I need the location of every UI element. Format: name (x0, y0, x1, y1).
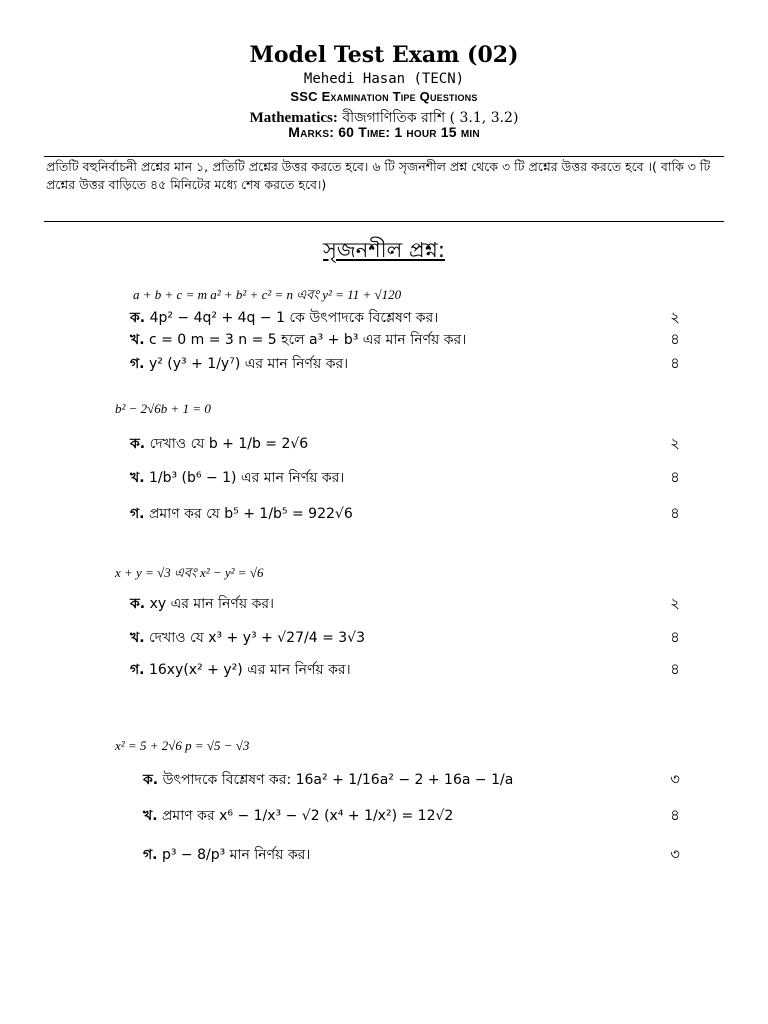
author-line: Mehedi Hasan (TECN) (303, 71, 465, 87)
q3-mark-ga: ৪ (670, 660, 680, 678)
q4-mark-kha: ৪ (670, 806, 680, 824)
q4-mark-ga: ৩ (670, 845, 680, 863)
q1-part-kha: খ. c = 0 m = 3 n = 5 হলে a³ + b³ এর মান নির্ণয় কর। (130, 332, 467, 348)
q1-part-ka: ক. 4p² − 4q² + 4q − 1 কে উৎপাদকে বিশ্লেষণ কর। (130, 310, 439, 326)
q2-part-kha: খ. 1/b³ (b⁶ − 1) এর মান নির্ণয় কর। (130, 470, 345, 486)
q1-mark-ka: ২ (670, 308, 680, 326)
marks-time: Marks: 60 Time: 1 hour 15 min (288, 124, 480, 140)
q3-mark-kha: ৪ (670, 628, 680, 646)
q2-mark-ka: ২ (670, 434, 680, 452)
q2-part-ka: ক. দেখাও যে b + 1/b = 2√6 (130, 436, 309, 452)
q3-stem: x + y = √3 এবং x² − y² = √6 (115, 565, 264, 580)
q4-part-ka: ক. উৎপাদকে বিশ্লেষণ কর: 16a² + 1/16a² − 2 + 16a − 1/a (143, 772, 514, 788)
q2-mark-kha: ৪ (670, 468, 680, 486)
q2-part-ga: গ. প্রমাণ কর যে b⁵ + 1/b⁵ = 922√6 (130, 506, 353, 522)
q4-mark-ka: ৩ (670, 770, 680, 788)
subject-topic: বীজগাণিতিক রাশি ( 3.1, 3.2) (342, 110, 519, 126)
q3-part-ga: গ. 16xy(x² + y²) এর মান নির্ণয় কর। (130, 662, 351, 678)
q2-mark-ga: ৪ (670, 504, 680, 522)
q3-part-ka: ক. xy এর মান নির্ণয় কর। (130, 596, 275, 612)
subject-label: Mathematics: (249, 110, 338, 126)
q1-mark-kha: ৪ (670, 330, 680, 348)
top-divider (44, 156, 724, 157)
q4-stem: x² = 5 + 2√6 p = √5 − √3 (115, 738, 250, 753)
section-title: সৃজনশীল প্রশ্ন: (323, 238, 445, 262)
bottom-divider (44, 221, 724, 222)
q3-part-kha: খ. দেখাও যে x³ + y³ + √27/4 = 3√3 (130, 630, 365, 646)
q1-mark-ga: ৪ (670, 354, 680, 372)
q4-part-ga: গ. p³ − 8/p³ মান নির্ণয় কর। (143, 847, 311, 863)
q4-part-kha: খ. প্রমাণ কর x⁶ − 1/x³ − √2 (x⁴ + 1/x²) = 12√2 (143, 808, 454, 824)
instructions: প্রতিটি বহুনির্বাচনী প্রশ্নের মান ১, প্রতিটি প্রশ্নের উত্তর করতে হবে। ৬ টি সৃজনশীল প্রশ্ন থেকে ৩ টি প্রশ্নের উত্তর করতে হবে ।( বাকি ৩ টি প্রশ্নের উত্তর বাড়িতে ৪৫ মিনিটের মধ্যে শেষ করতে হবে।) (46, 159, 711, 192)
q3-mark-ka: ২ (670, 594, 680, 612)
q1-stem: a + b + c = m a² + b² + c² = n এবং y² = 11 + √120 (133, 287, 402, 302)
exam-title: Model Test Exam (02) (249, 42, 519, 68)
q2-stem: b² − 2√6b + 1 = 0 (115, 401, 211, 416)
q1-part-ga: গ. y² (y³ + 1/y⁷) এর মান নির্ণয় কর। (130, 356, 349, 372)
exam-type: SSC Examination Tipe Questions (290, 89, 478, 104)
